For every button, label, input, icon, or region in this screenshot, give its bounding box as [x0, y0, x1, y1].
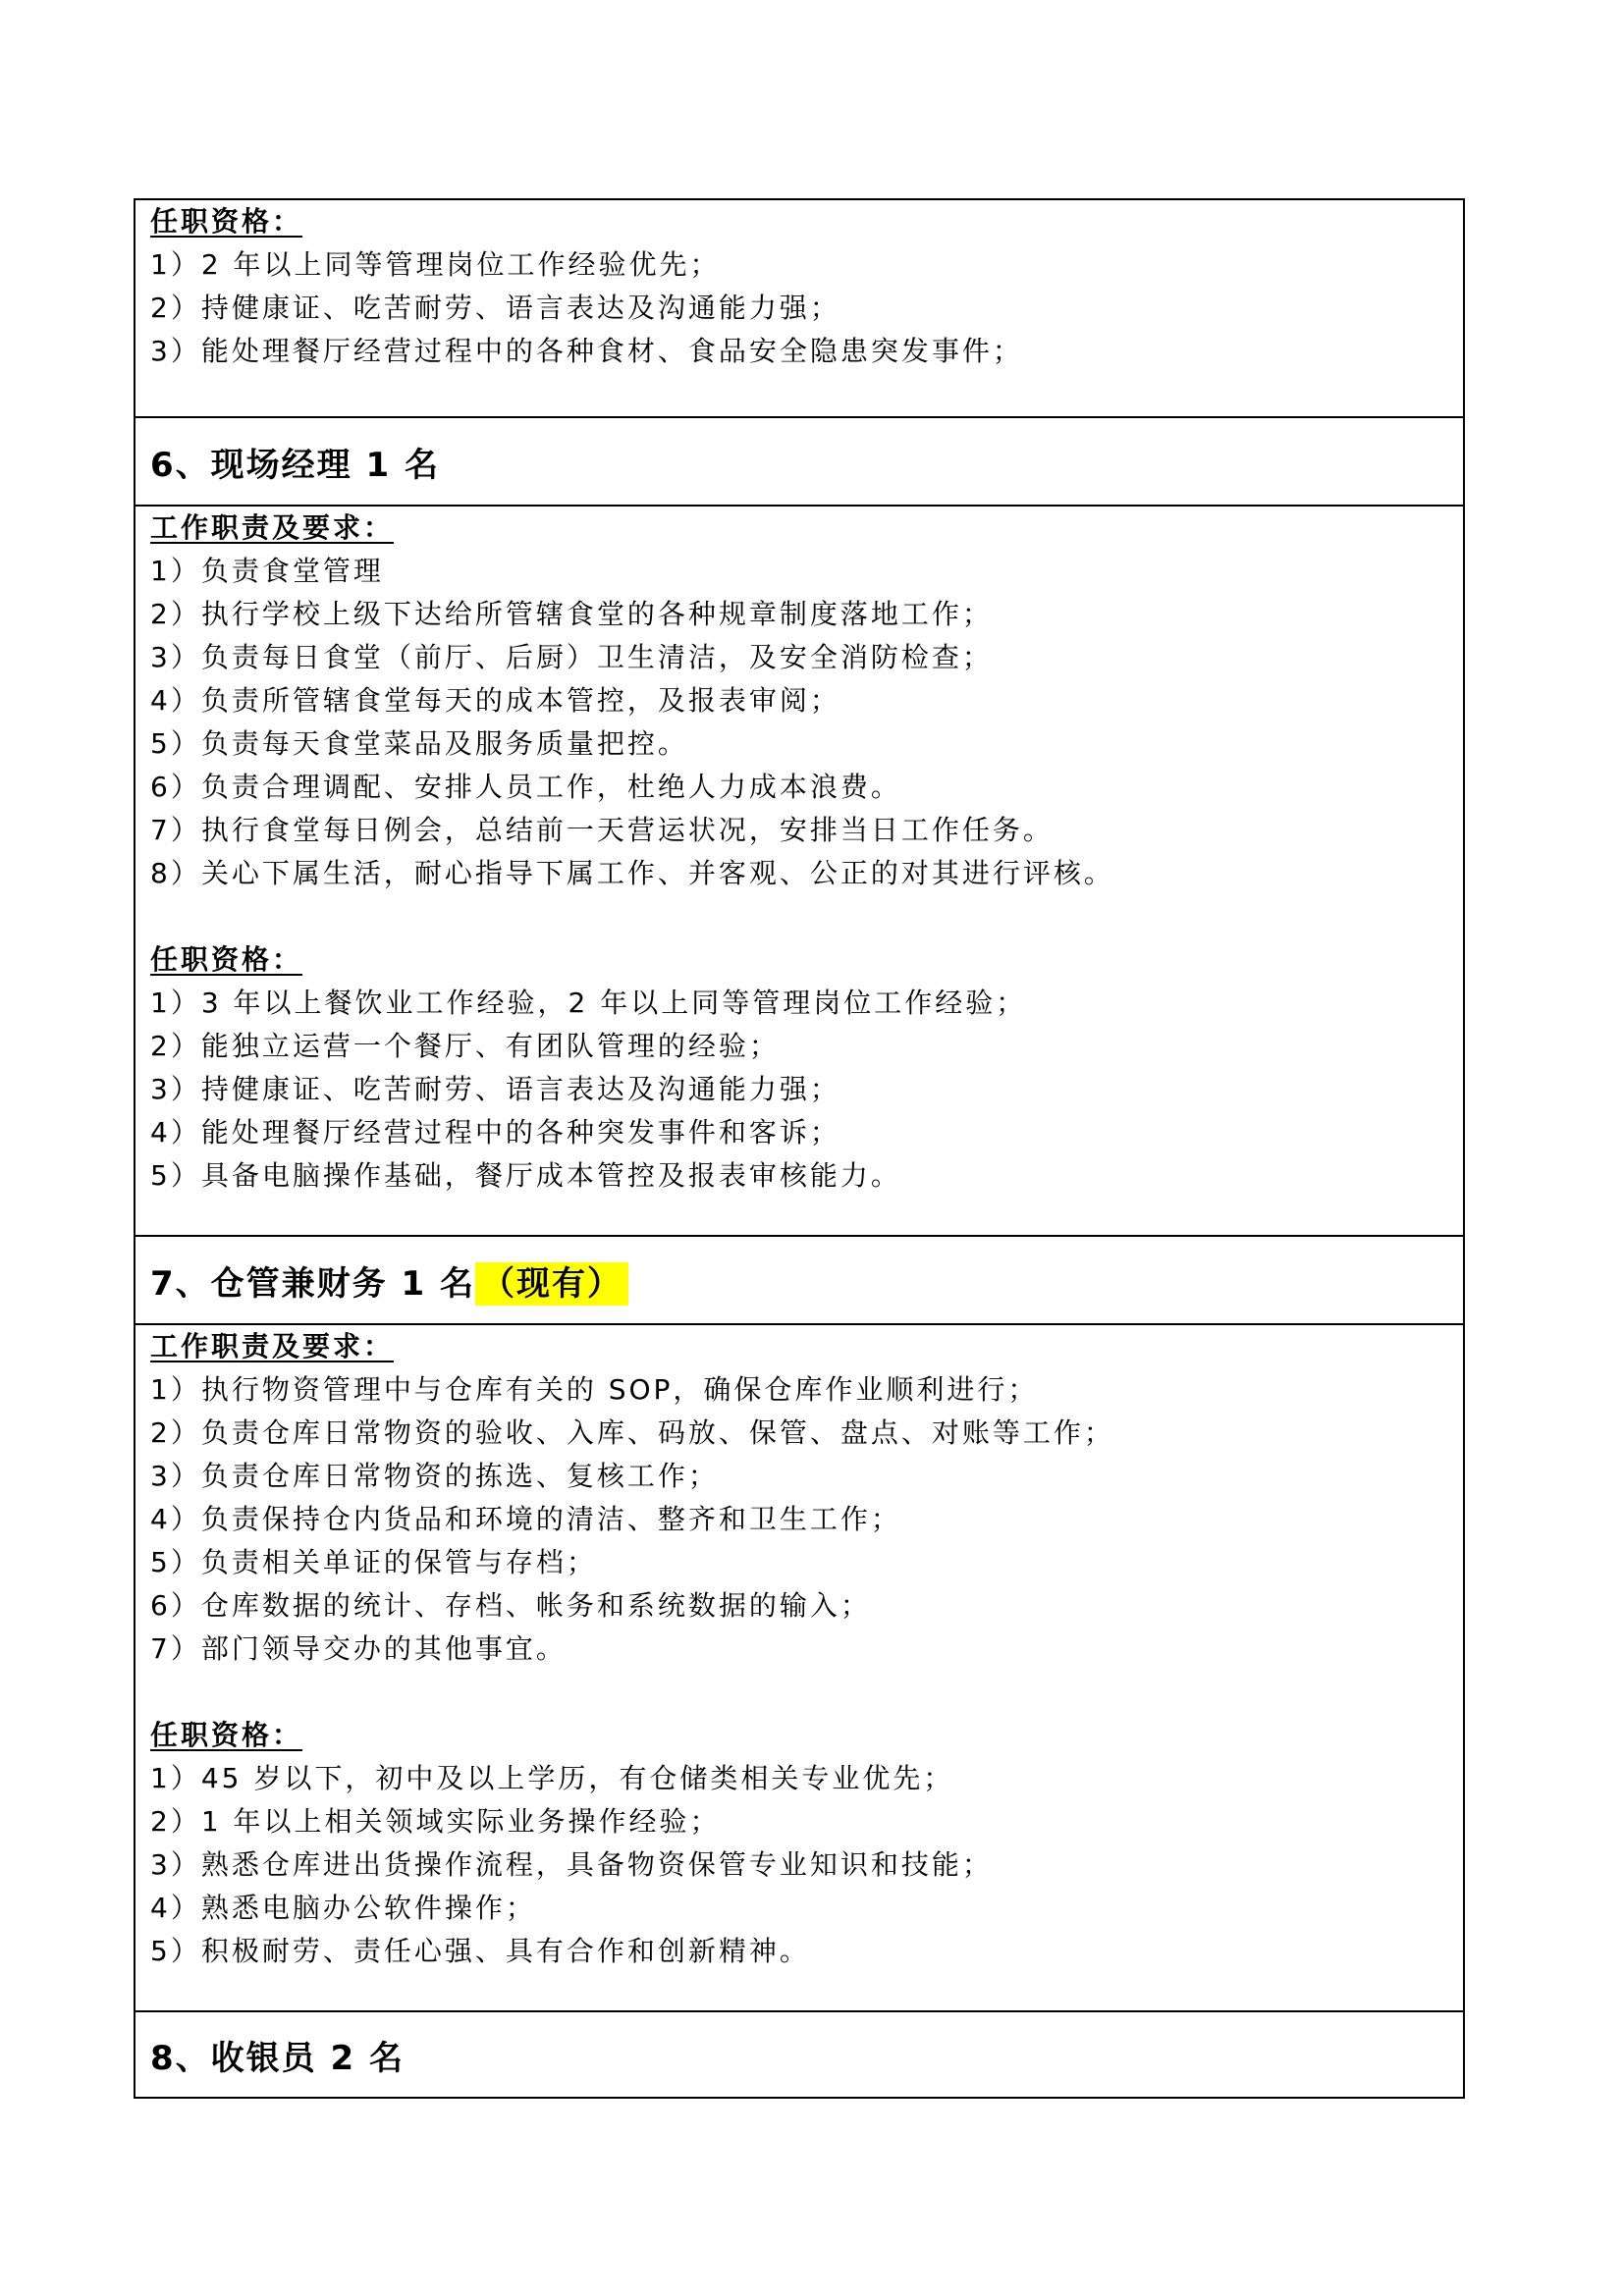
prev-qual-label: 任职资格： — [150, 205, 303, 238]
section7-qual-3: 3）熟悉仓库进出货操作流程，具备物资保管专业知识和技能； — [150, 1848, 993, 1881]
section6-qual-2: 2）能独立运营一个餐厅、有团队管理的经验； — [150, 1030, 780, 1062]
section6-duty-3: 3）负责每日食堂（前厅、后厨）卫生清洁，及安全消防检查； — [150, 641, 993, 673]
section7-content-row — [135, 1324, 1464, 2011]
section7-duty-6: 6）仓库数据的统计、存档、帐务和系统数据的输入； — [150, 1589, 871, 1622]
job-description-table — [134, 198, 1465, 2099]
section7-qual-1: 1）45 岁以下，初中及以上学历，有仓储类相关专业优先； — [150, 1762, 954, 1794]
section6-title: 6、现场经理 1 名 — [135, 417, 1464, 506]
section7-duty-3: 3）负责仓库日常物资的拣选、复核工作； — [150, 1460, 719, 1492]
section7-duties-label: 工作职责及要求： — [150, 1330, 395, 1362]
section6-duty-6: 6）负责合理调配、安排人员工作，杜绝人力成本浪费。 — [150, 771, 901, 803]
section6-qual-3: 3）持健康证、吃苦耐劳、语言表达及沟通能力强； — [150, 1073, 840, 1105]
section6-duty-8: 8）关心下属生活，耐心指导下属工作、并客观、公正的对其进行评核。 — [150, 857, 1114, 889]
section6-qual-1: 1）3 年以上餐饮业工作经验，2 年以上同等管理岗位工作经验； — [150, 987, 1027, 1019]
section6-content-cell — [135, 506, 1464, 1236]
section7-qual-label: 任职资格： — [150, 1719, 303, 1751]
section7-duty-2: 2）负责仓库日常物资的验收、入库、码放、保管、盘点、对账等工作； — [150, 1416, 1114, 1449]
section6-content-row — [135, 506, 1464, 1236]
section6-qual-5: 5）具备电脑操作基础，餐厅成本管控及报表审核能力。 — [150, 1159, 901, 1192]
section8-title: 8、收银员 2 名 — [135, 2011, 1464, 2098]
section6-duty-7: 7）执行食堂每日例会，总结前一天营运状况，安排当日工作任务。 — [150, 814, 1054, 846]
section7-qual-5: 5）积极耐劳、责任心强、具有合作和创新精神。 — [150, 1935, 810, 1967]
section7-heading-cell — [135, 1236, 1464, 1324]
prev-qual-2: 2）持健康证、吃苦耐劳、语言表达及沟通能力强； — [150, 292, 840, 324]
prev-qual-3: 3）能处理餐厅经营过程中的各种食材、食品安全隐患突发事件； — [150, 335, 1023, 367]
section6-heading-row — [135, 417, 1464, 506]
prev-qual-1: 1）2 年以上同等管理岗位工作经验优先； — [150, 248, 721, 281]
section7-qual-4: 4）熟悉电脑办公软件操作； — [150, 1892, 536, 1924]
section7-qual-2: 2）1 年以上相关领域实际业务操作经验； — [150, 1805, 721, 1838]
prev-section-row — [135, 199, 1464, 417]
section7-title: 7、仓管兼财务 1 名 — [150, 1263, 475, 1304]
spacer — [150, 895, 1463, 938]
section6-duty-2: 2）执行学校上级下达给所管辖食堂的各种规章制度落地工作； — [150, 598, 993, 630]
prev-section-cell — [135, 199, 1464, 417]
section7-heading-row — [135, 1236, 1464, 1324]
section6-qual-4: 4）能处理餐厅经营过程中的各种突发事件和客诉； — [150, 1116, 840, 1148]
section7-content-cell — [135, 1324, 1464, 2011]
section7-duty-7: 7）部门领导交办的其他事宜。 — [150, 1632, 567, 1665]
section6-duty-5: 5）负责每天食堂菜品及服务质量把控。 — [150, 727, 688, 760]
section6-duty-1: 1）负责食堂管理 — [150, 555, 384, 587]
spacer — [150, 1671, 1463, 1714]
section7-duty-4: 4）负责保持仓内货品和环境的清洁、整齐和卫生工作； — [150, 1503, 901, 1535]
section7-duty-1: 1）执行物资管理中与仓库有关的 SOP，确保仓库作业顺利进行； — [150, 1373, 1039, 1406]
section7-title-note: （现有） — [475, 1262, 628, 1306]
section6-qual-label: 任职资格： — [150, 943, 303, 976]
section6-duty-4: 4）负责所管辖食堂每天的成本管控，及报表审阅； — [150, 684, 840, 717]
section8-heading-row — [135, 2011, 1464, 2098]
section7-duty-5: 5）负责相关单证的保管与存档； — [150, 1546, 597, 1578]
section6-duties-label: 工作职责及要求： — [150, 511, 395, 544]
